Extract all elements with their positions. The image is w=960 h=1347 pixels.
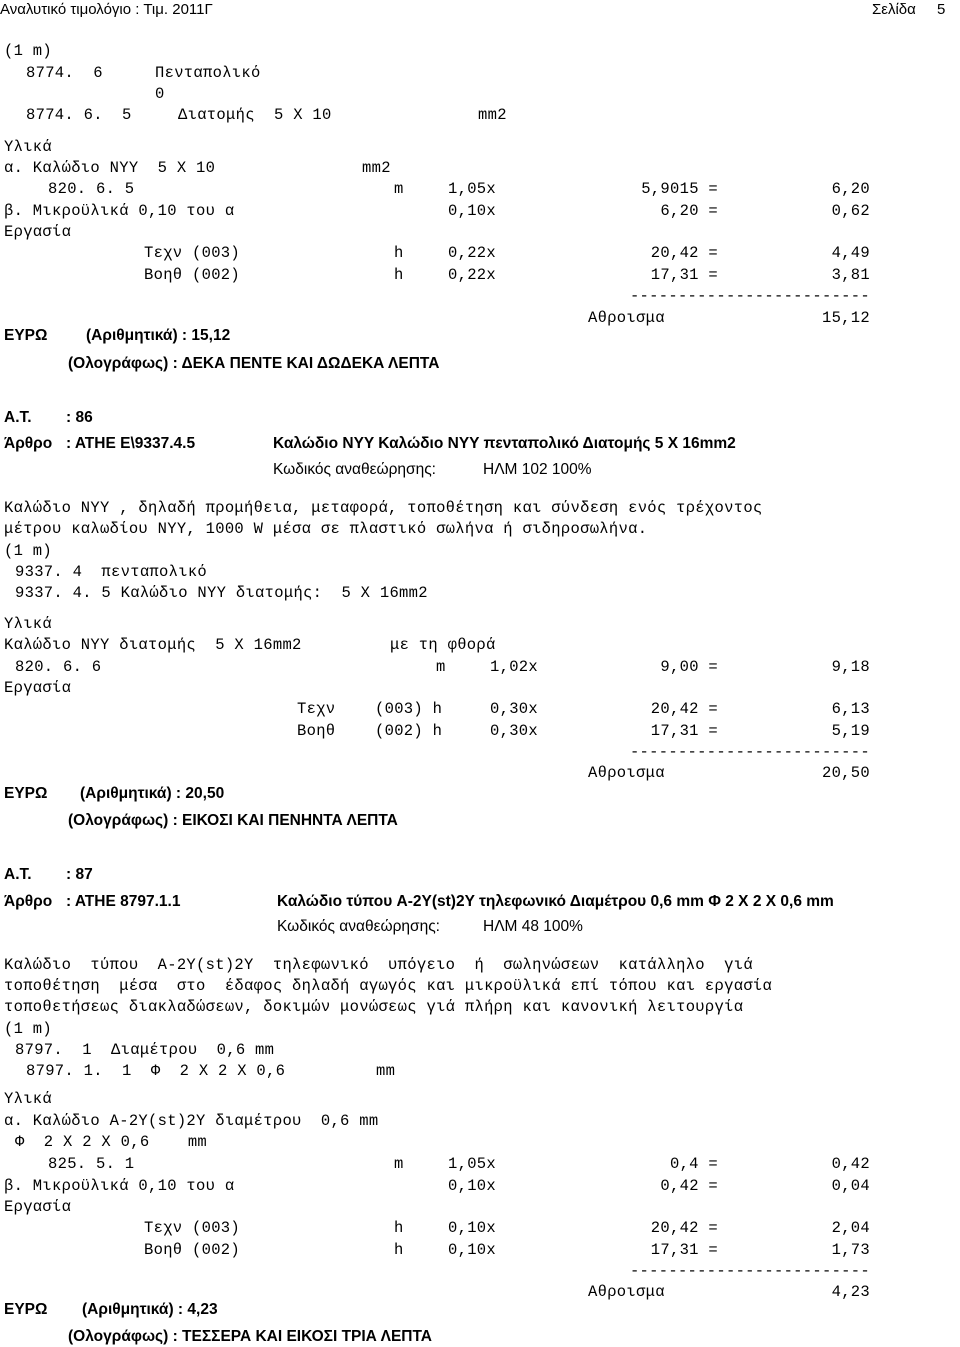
- sum-label: Αθροισμα: [588, 309, 665, 327]
- material-a-code: 820. 6. 5: [48, 180, 135, 198]
- revision-value: ΗΛΜ 102 100%: [483, 461, 592, 478]
- material-a-unit-size: mm2: [362, 159, 391, 177]
- document-title: Αναλυτικό τιμολόγιο : Τιμ. 2011Γ: [0, 1, 213, 18]
- material-b-total: 0,62: [831, 202, 870, 220]
- group-line: 8797. 1 Διαμέτρου 0,6 mm: [15, 1041, 275, 1059]
- sum-value: 20,50: [821, 764, 870, 782]
- numeric-amount: (Αριθμητικά) : 20,50: [80, 785, 225, 802]
- article-label: Άρθρο: [4, 893, 53, 910]
- labor-total: 4,49: [831, 244, 870, 262]
- article-title: Καλώδιο NYY Καλώδιο NYY πενταπολικό Διατομής 5 X 16mm2: [273, 435, 736, 452]
- material-a-unit: m: [394, 1155, 404, 1173]
- numeric-amount: (Αριθμητικά) : 4,23: [82, 1301, 218, 1318]
- material-qty: 1,02x: [490, 658, 539, 676]
- revision-value: ΗΛΜ 48 100%: [483, 918, 583, 935]
- description-line: Καλώδιο τύπου A-2Y(st)2Y τηλεφωνικό υπόγειο ή σωληνώσεων κατάλληλο γιά: [4, 956, 753, 974]
- at-value: : 87: [66, 866, 93, 883]
- description-line: τοποθέτηση μέσα στο έδαφος δηλαδή αγωγός και μικροϋλικά επί τόπου και εργασία: [4, 977, 773, 995]
- material-a-price: 0,4 =: [669, 1155, 718, 1173]
- materials-heading: Υλικά: [4, 138, 53, 156]
- unit-label: (1 m): [4, 1020, 53, 1038]
- labor-name: Τεχν (003): [144, 1219, 241, 1237]
- group-code: 8774. 6: [26, 64, 103, 82]
- labor-qty: 0,10x: [448, 1241, 497, 1259]
- material-unit: m: [436, 658, 446, 676]
- materials-heading: Υλικά: [4, 615, 53, 633]
- labor-price: 17,31 =: [650, 1241, 718, 1259]
- material-a-total: 0,42: [831, 1155, 870, 1173]
- material-a-label: α. Καλώδιο A-2Y(st)2Y διαμέτρου 0,6 mm: [4, 1112, 379, 1130]
- labor-price: 20,42 =: [650, 244, 718, 262]
- labor-name: Τεχν (003): [144, 244, 241, 262]
- sum-separator: -------------------------: [629, 743, 870, 761]
- labor-total: 2,04: [831, 1219, 870, 1237]
- material-a-price: 5,9015 =: [641, 180, 718, 198]
- labor-unit: h: [394, 244, 404, 262]
- labor-unit: h: [394, 1219, 404, 1237]
- labor-name: Τεχν: [297, 700, 336, 718]
- material-a-qty: 1,05x: [448, 180, 497, 198]
- material-a-unit: m: [394, 180, 404, 198]
- numeric-amount: (Αριθμητικά) : 15,12: [86, 327, 231, 344]
- labor-price: 17,31 =: [650, 722, 718, 740]
- article-title: Καλώδιο τύπου A-2Y(st)2Y τηλεφωνικό Διαμέτρου 0,6 mm Φ 2 X 2 X 0,6 mm: [277, 893, 834, 910]
- labor-heading: Εργασία: [4, 1198, 72, 1216]
- labor-total: 1,73: [831, 1241, 870, 1259]
- description-line: Καλώδιο NYY , δηλαδή προμήθεια, μεταφορά, τοποθέτηση και σύνδεση ενός τρέχοντος: [4, 499, 763, 517]
- labor-total: 6,13: [831, 700, 870, 718]
- labor-qty: 0,30x: [490, 700, 539, 718]
- materials-heading: Υλικά: [4, 1090, 53, 1108]
- item-code: 8797. 1. 1 Φ 2 X 2 X 0,6: [26, 1062, 286, 1080]
- at-label: Α.Τ.: [4, 409, 32, 426]
- article-value: : ΑΤΗΕ Ε\9337.4.5: [66, 435, 196, 452]
- material-b-label: β. Μικροϋλικά 0,10 του α: [4, 1177, 235, 1195]
- material-a-label: α. Καλώδιο NYY 5 X 10: [4, 159, 216, 177]
- material-price: 9,00 =: [660, 658, 718, 676]
- material-a-label-cont: Φ 2 X 2 X 0,6 mm: [15, 1133, 208, 1151]
- euro-label: ΕΥΡΩ: [4, 785, 48, 802]
- page-label: Σελίδα: [872, 1, 916, 18]
- labor-heading: Εργασία: [4, 223, 72, 241]
- group-name: Πενταπολικό: [155, 64, 261, 82]
- euro-label: ΕΥΡΩ: [4, 327, 48, 344]
- item-code: 8774. 6. 5: [26, 106, 132, 124]
- material-a-total: 6,20: [831, 180, 870, 198]
- material-b-total: 0,04: [831, 1177, 870, 1195]
- article-label: Άρθρο: [4, 435, 53, 452]
- revision-label: Κωδικός αναθεώρησης:: [277, 918, 440, 935]
- labor-qty: 0,22x: [448, 266, 497, 284]
- labor-code: (003) h: [375, 700, 443, 718]
- description-line: τοποθετήσεως διακλαδώσεων, δοκιμών μονώσεως γιά πλήρη και κανονική λειτουργία: [4, 998, 744, 1016]
- item-line: 9337. 4. 5 Καλώδιο NYY διατομής: 5 X 16mm2: [15, 584, 428, 602]
- material-code: 820. 6. 6: [15, 658, 102, 676]
- at-label: Α.Τ.: [4, 866, 32, 883]
- labor-name: Βοηθ (002): [144, 266, 241, 284]
- labor-total: 5,19: [831, 722, 870, 740]
- material-a-qty: 1,05x: [448, 1155, 497, 1173]
- item-description: Διατομής 5 X 10: [178, 106, 332, 124]
- revision-label: Κωδικός αναθεώρησης:: [273, 461, 436, 478]
- material-b-qty: 0,10x: [448, 202, 497, 220]
- labor-unit: h: [394, 1241, 404, 1259]
- material-b-qty: 0,10x: [448, 1177, 497, 1195]
- amount-in-words: (Ολογράφως) : ΕΙΚΟΣΙ ΚΑΙ ΠΕΝΗΝΤΑ ΛΕΠΤΑ: [68, 812, 398, 829]
- group-line: 9337. 4 πενταπολικό: [15, 563, 208, 581]
- sum-label: Αθροισμα: [588, 764, 665, 782]
- labor-name: Βοηθ: [297, 722, 336, 740]
- zero-value: 0: [155, 85, 165, 103]
- sum-separator: -------------------------: [629, 287, 870, 305]
- item-unit: mm2: [478, 106, 507, 124]
- article-value: : ΑΤΗΕ 8797.1.1: [66, 893, 181, 910]
- amount-in-words: (Ολογράφως) : ΤΕΣΣΕΡΑ ΚΑΙ ΕΙΚΟΣΙ ΤΡΙΑ ΛΕΠΤΑ: [68, 1328, 432, 1345]
- sum-label: Αθροισμα: [588, 1283, 665, 1301]
- at-value: : 86: [66, 409, 93, 426]
- unit-label: (1 m): [4, 42, 53, 60]
- amount-in-words: (Ολογράφως) : ΔΕΚΑ ΠΕΝΤΕ ΚΑΙ ΔΩΔΕΚΑ ΛΕΠΤΑ: [68, 355, 440, 372]
- labor-unit: h: [394, 266, 404, 284]
- page-number: 5: [937, 1, 946, 18]
- labor-price: 20,42 =: [650, 700, 718, 718]
- material-label: Καλώδιο NYY διατομής 5 X 16mm2: [4, 636, 302, 654]
- labor-code: (002) h: [375, 722, 443, 740]
- euro-label: ΕΥΡΩ: [4, 1301, 48, 1318]
- sum-separator: -------------------------: [629, 1262, 870, 1280]
- material-b-price: 6,20 =: [660, 202, 718, 220]
- material-a-code: 825. 5. 1: [48, 1155, 135, 1173]
- unit-label: (1 m): [4, 542, 53, 560]
- sum-value: 15,12: [821, 309, 870, 327]
- labor-qty: 0,22x: [448, 244, 497, 262]
- labor-price: 17,31 =: [650, 266, 718, 284]
- item-unit: mm: [376, 1062, 396, 1080]
- labor-qty: 0,30x: [490, 722, 539, 740]
- material-note: με τη φθορά: [390, 636, 496, 654]
- labor-name: Βοηθ (002): [144, 1241, 241, 1259]
- material-total: 9,18: [831, 658, 870, 676]
- material-b-label: β. Μικροϋλικά 0,10 του α: [4, 202, 235, 220]
- description-line: μέτρου καλωδίου NYY, 1000 W μέσα σε πλαστικό σωλήνα ή σιδηροσωλήνα.: [4, 520, 648, 538]
- material-b-price: 0,42 =: [660, 1177, 718, 1195]
- labor-price: 20,42 =: [650, 1219, 718, 1237]
- labor-qty: 0,10x: [448, 1219, 497, 1237]
- sum-value: 4,23: [831, 1283, 870, 1301]
- labor-heading: Εργασία: [4, 679, 72, 697]
- labor-total: 3,81: [831, 266, 870, 284]
